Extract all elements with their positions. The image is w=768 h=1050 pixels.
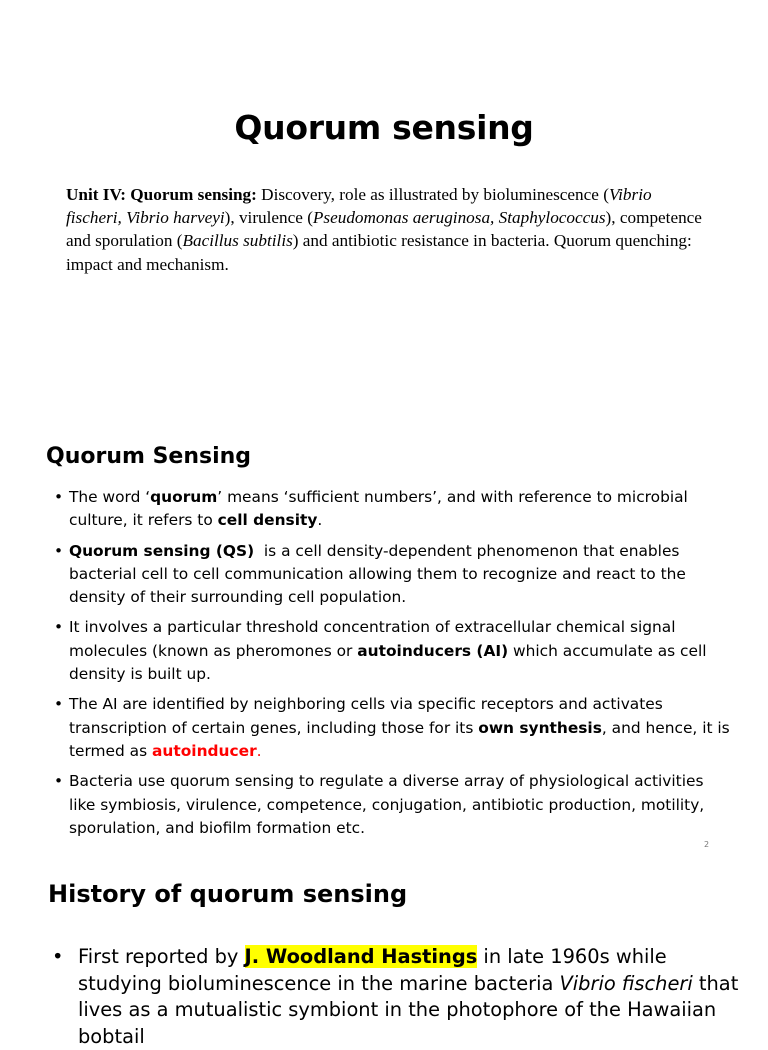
text: The word ‘ <box>69 488 151 506</box>
text: . <box>317 511 323 530</box>
bullet-icon: • <box>54 618 64 637</box>
species-italic: Bacillus subtilis <box>182 231 293 251</box>
bold-term: Quorum sensing (QS) <box>69 541 255 560</box>
section-title-history: History of quorum sensing <box>48 880 408 908</box>
bold-term: autoinducers (AI) <box>357 641 509 660</box>
syllabus-paragraph <box>66 183 706 276</box>
text: . <box>256 741 262 760</box>
text: that lives as a mutualistic symbiont in the photophore of the Hawaiian bobtail <box>78 971 739 1048</box>
history-bullet-list <box>52 944 752 1050</box>
syllabus-text: ), virulence ( <box>224 208 313 228</box>
species-italic: Vibrio fischeri, Vibrio harveyi <box>66 185 652 228</box>
list-item <box>54 770 730 840</box>
section-title-quorum-sensing: Quorum Sensing <box>46 444 252 469</box>
bullet-icon: • <box>54 488 64 506</box>
bullet-icon: • <box>54 541 64 560</box>
syllabus-text: ), competence and sporulation ( <box>66 208 702 251</box>
bullet-icon: • <box>52 945 64 968</box>
bullet-icon: • <box>54 772 64 791</box>
highlighted-name: J. Woodland Hastings <box>244 945 478 968</box>
text: It involves a particular threshold concentration of extracellular chemical signal molecules (known as pheromones or <box>69 618 676 660</box>
list-item <box>52 944 752 1050</box>
text: ’ means ‘sufficient numbers’, and with reference to microbial culture, it refers to <box>69 488 688 530</box>
quorum-sensing-bullet-list <box>54 486 730 847</box>
list-item <box>54 693 730 763</box>
text: in late 1960s while studying bioluminescence in the marine bacteria <box>78 945 667 995</box>
list-item <box>54 486 730 533</box>
text: First reported by <box>78 945 245 968</box>
slide-number: 2 <box>704 840 710 849</box>
text: The AI are identified by neighboring cells via specific receptors and activates transcription of certain genes, including those for its <box>69 695 663 737</box>
syllabus-text: ) and antibiotic resistance in bacteria. Quorum quenching: impact and mechanism. <box>66 231 692 274</box>
unit-label: Unit IV: Quorum sensing: <box>66 185 257 204</box>
text: Bacteria use quorum sensing to regulate a diverse array of physiological activities like symbiosis, virulence, competence, conjugation, antibiotic production, motility, sporulation, and biofilm formation etc. <box>69 772 705 837</box>
text: is a cell density-dependent phenomenon that enables bacterial cell to cell communication allowing them to recognize and react to the density of their surrounding cell population. <box>69 541 691 607</box>
red-term: autoinducer <box>152 741 257 760</box>
text: , and hence, it is termed as <box>69 718 730 760</box>
slide-title-quorum-sensing: Quorum sensing <box>234 108 534 147</box>
text: which accumulate as cell density is built up. <box>69 641 707 684</box>
list-item <box>54 616 730 686</box>
bold-term: quorum <box>150 488 218 506</box>
syllabus-text: Discovery, role as illustrated by bioluminescence ( <box>256 185 609 204</box>
bullet-icon: • <box>54 695 64 714</box>
bold-term: cell density <box>217 511 318 530</box>
species-italic: Vibrio fischeri <box>559 971 693 995</box>
list-item <box>54 540 730 610</box>
species-italic: Pseudomonas aeruginosa, Staphylococcus <box>312 208 606 228</box>
bold-term: own synthesis <box>478 718 602 737</box>
